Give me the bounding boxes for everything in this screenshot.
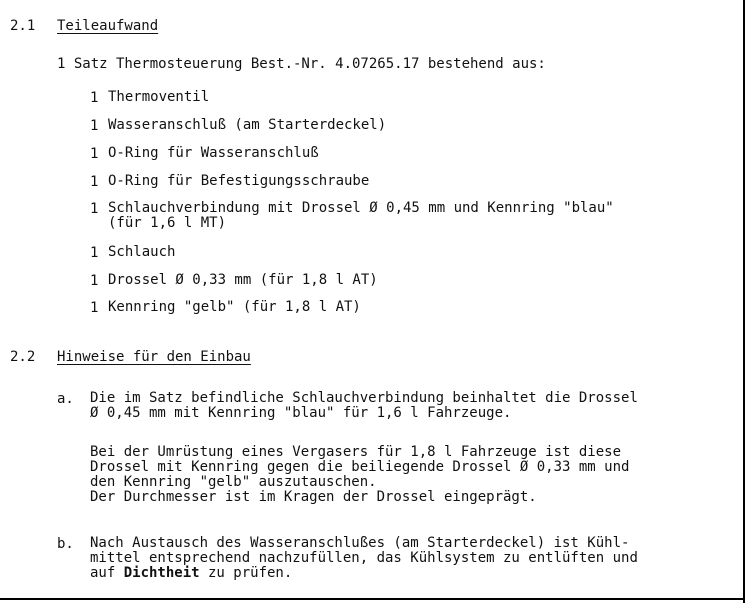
- para-a-text2: Bei der Umrüstung eines Vergasers für 1,8 l Fahrzeuge ist diese Drossel mit Kennring gegen die beiliegende Drossel Ø 0,33 mm und den Kennring "gelb" auszutauschen. Der Durchmesser ist im Kragen der Drossel eingeprägt.: [90, 444, 630, 505]
- list-item-qty: 1: [90, 90, 99, 106]
- list-item: [90, 300, 361, 316]
- list-item-qty: 1: [90, 201, 99, 217]
- list-item-text: O-Ring für Wasseranschluß: [108, 145, 319, 161]
- para-b-text-end: zu prüfen.: [199, 565, 293, 581]
- list-item: [90, 118, 386, 134]
- list-item-text: Kennring "gelb" (für 1,8 l AT): [108, 299, 361, 315]
- list-item-text: Wasseranschluß (am Starterdeckel): [108, 117, 387, 133]
- para-b-text: [90, 536, 710, 581]
- list-item-qty: 1: [90, 146, 99, 162]
- para-b-marker: b.: [57, 536, 74, 552]
- list-item-qty: 1: [90, 174, 99, 190]
- section-2-1-title: Teileaufwand: [57, 18, 159, 34]
- list-item-text: Drossel Ø 0,33 mm (für 1,8 l AT): [108, 272, 378, 288]
- para-a-text1: Die im Satz befindliche Schlauchverbindung beinhaltet die Drossel Ø 0,45 mm mit Kennring "blau" für 1,6 l Fahrzeuge.: [90, 390, 638, 421]
- list-item-qty: 1: [90, 273, 99, 289]
- list-item: [90, 273, 378, 289]
- section-2-2-title: Hinweise für den Einbau: [57, 349, 251, 365]
- list-item-text: O-Ring für Befestigungsschraube: [108, 173, 370, 189]
- list-item-text: Schlauchverbindung mit Drossel Ø 0,45 mm und Kennring "blau" (für 1,6 l MT): [108, 200, 614, 231]
- list-item: [90, 90, 209, 106]
- list-item-qty: 1: [90, 245, 99, 261]
- para-b-text-bold: Dichtheit: [123, 565, 200, 581]
- para-b-text-start: Nach Austausch des Wasseranschlußes (am Starterdeckel) ist Kühl- mittel entsprechend nachzufüllen, das Kühlsystem zu entlüften und auf: [90, 535, 638, 581]
- list-item: [90, 146, 319, 162]
- list-item: [90, 201, 614, 231]
- section-2-1-intro: 1 Satz Thermosteuerung Best.-Nr. 4.07265.17 bestehend aus:: [57, 56, 546, 72]
- list-item-qty: 1: [90, 118, 99, 134]
- list-item-qty: 1: [90, 300, 99, 316]
- page-frame-bottom: [0, 598, 745, 600]
- list-item-text: Thermoventil: [108, 89, 210, 105]
- section-2-1-number: 2.1: [10, 18, 36, 34]
- page-frame-right: [743, 0, 745, 603]
- list-item: [90, 245, 175, 261]
- para-a-marker: a.: [57, 391, 74, 407]
- list-item: [90, 174, 369, 190]
- section-2-2-number: 2.2: [10, 349, 36, 365]
- list-item-text: Schlauch: [108, 244, 176, 260]
